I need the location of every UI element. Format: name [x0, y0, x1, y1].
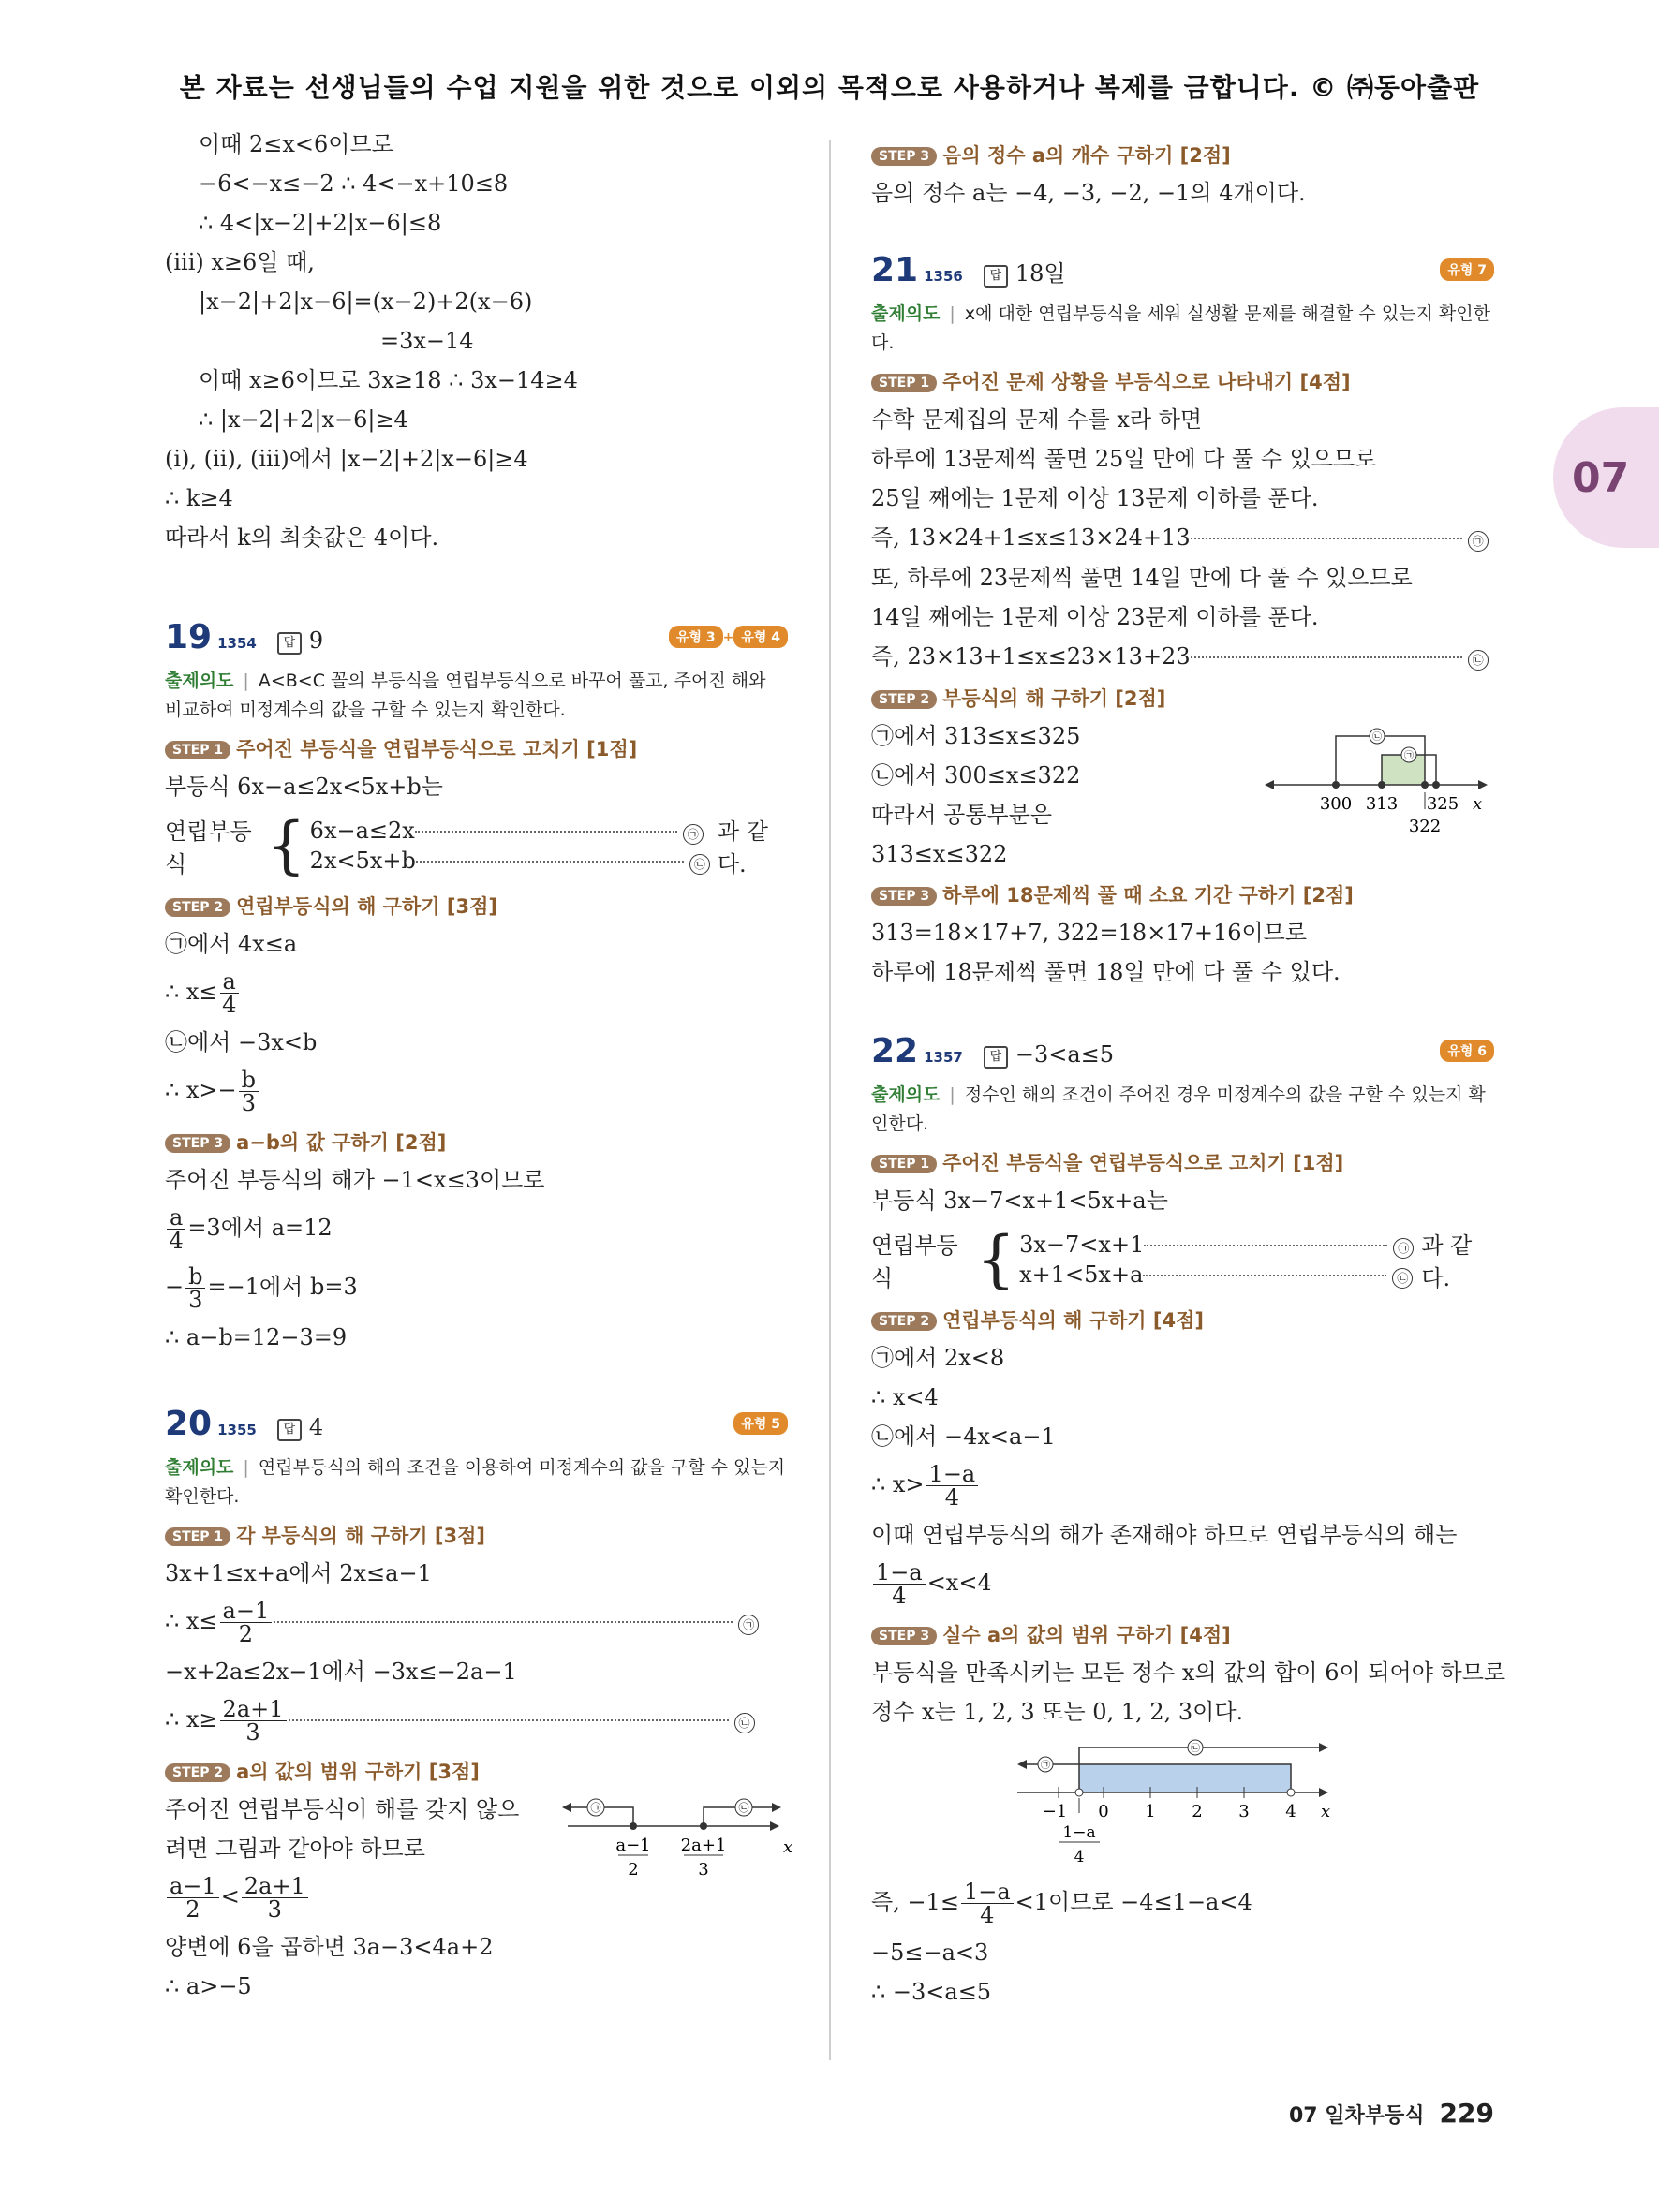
tick-label: 0 [1098, 1802, 1109, 1821]
question-number: 22 [871, 1032, 919, 1070]
question-code: 1356 [924, 268, 963, 285]
marker: ㉠ [590, 1802, 601, 1814]
marker: ㉡ [1468, 650, 1489, 671]
marker: ㉡ [689, 854, 710, 875]
marker: ㉡ [1392, 1268, 1413, 1289]
text-line: 3x+1≤x+a에서 2x≤a−1 [165, 1560, 432, 1586]
step-title: 하루에 18문제씩 풀 때 소요 기간 구하기 [2점] [942, 884, 1354, 907]
system-tail: 과 같다. [1421, 1232, 1473, 1291]
answer-value: 4 [308, 1414, 324, 1440]
left-column [165, 131, 792, 2013]
page-footer [1289, 2098, 1494, 2129]
text-line: 주어진 부등식의 해가 −1<x≤3이므로 [165, 1167, 545, 1193]
system-of-inequalities [165, 809, 788, 881]
step-badge: STEP 1 [871, 374, 937, 392]
answer-value: −3<a≤5 [1015, 1041, 1115, 1068]
marker: ㉡ [738, 1802, 749, 1814]
question-code: 1357 [924, 1049, 963, 1066]
text-line: 따라서 공통부분은 [871, 802, 1053, 828]
fraction-line: $\frac{a-1}{2}$ < $\frac{2a+1}{3}$ [165, 1875, 788, 1921]
step-badge: STEP 1 [165, 741, 230, 759]
type-badge: 유형 7 [1440, 258, 1494, 281]
text-line: 313=18×17+7, 322=18×17+16이므로 [871, 920, 1308, 946]
fraction-line: $\frac{a}{4}$ =3에서 a=12 [165, 1206, 788, 1252]
text-line: ㉠에서 2x<8 [871, 1345, 1005, 1371]
text-line: ∴ −3<a≤5 [871, 1979, 992, 2005]
text-line: ㉡에서 −4x<a−1 [871, 1423, 1056, 1450]
tick-label: 3 [1238, 1802, 1250, 1821]
tick-label: 2a+1 [680, 1836, 727, 1855]
marker: ㉡ [1191, 1744, 1200, 1754]
question-number: 20 [165, 1405, 213, 1443]
separator: | [949, 1084, 955, 1105]
text-line: 려면 그림과 같아야 하므로 [165, 1836, 425, 1862]
text-line: ∴ x<4 [871, 1384, 939, 1410]
intent-label: 출제의도 [871, 303, 941, 324]
answer-value: 18일 [1015, 260, 1066, 287]
question-19 [165, 618, 788, 1350]
page-number: 229 [1439, 2098, 1494, 2129]
text-line: ㉡에서 300≤x≤322 [871, 762, 1081, 789]
system-row: 2x<5x+b [309, 848, 416, 874]
fraction-line: ∴ x>− $\frac{b}{3}$ [165, 1069, 788, 1114]
right-column [871, 131, 1506, 2018]
tick-label: 2 [628, 1860, 639, 1880]
type-badge: 유형 5 [733, 1412, 788, 1435]
text-line: |x−2|+2|x−6|=(x−2)+2(x−6) [199, 288, 533, 315]
intent-text: 연립부등식의 해의 조건을 이용하여 미정계수의 값을 구할 수 있는지 확인한다. [165, 1457, 786, 1507]
step-badge: STEP 2 [165, 898, 230, 917]
marker: ㉠ [1393, 1238, 1414, 1259]
tick-label: 3 [698, 1860, 709, 1880]
intent-label: 출제의도 [165, 671, 234, 691]
text-line: −x+2a≤2x−1에서 −3x≤−2a−1 [165, 1659, 517, 1685]
text-line: 부등식 6x−a≤2x<5x+b는 [165, 774, 443, 800]
text-line: 하루에 18문제씩 풀면 18일 만에 다 풀 수 있다. [871, 959, 1341, 985]
brace: { [976, 1223, 1016, 1295]
step-title: 부등식의 해 구하기 [2점] [942, 687, 1166, 710]
marker: ㉠ [1404, 751, 1414, 761]
number-line-figure [558, 1789, 792, 1892]
answer-icon: 답 [277, 632, 302, 655]
question-20 [165, 1405, 792, 1999]
step-title: a−b의 값 구하기 [2점] [236, 1131, 447, 1154]
question-21 [871, 251, 1494, 985]
step-title: 주어진 부등식을 연립부등식으로 고치기 [1점] [236, 738, 638, 760]
answer-icon: 답 [984, 265, 1008, 288]
number-line-figure [1012, 1738, 1349, 1869]
chapter-tab-label: 07 [1572, 454, 1630, 502]
text-line: 14일 째에는 1문제 이상 23문제 이하를 푼다. [871, 604, 1319, 630]
fraction-line: − $\frac{b}{3}$ =−1에서 b=3 [165, 1263, 358, 1313]
fraction-line: $\frac{1-a}{4}$ <x<4 [871, 1561, 1494, 1607]
step-title: 주어진 부등식을 연립부등식으로 고치기 [1점] [942, 1152, 1344, 1174]
tick-label: 300 [1319, 794, 1353, 814]
intent-text: A<B<C 꼴의 부등식을 연립부등식으로 바꾸어 풀고, 주어진 해와 비교하여 미정계수의 값을 구할 수 있는지 확인한다. [165, 671, 766, 720]
chapter-tab [1553, 407, 1659, 548]
text-line: ∴ |x−2|+2|x−6|≥4 [199, 406, 408, 433]
text-line: 주어진 연립부등식이 해를 갖지 않으 [165, 1796, 520, 1822]
marker: ㉡ [1372, 732, 1382, 743]
text-line: 부등식 3x−7<x+1<5x+a는 [871, 1187, 1168, 1214]
chapter-title: 07 일차부등식 [1289, 2104, 1425, 2128]
marker: ㉠ [683, 824, 704, 845]
step-badge: STEP 3 [871, 887, 937, 906]
text-line: 25일 째에는 1문제 이상 13문제 이하를 푼다. [871, 485, 1319, 511]
step-badge: STEP 2 [165, 1763, 230, 1782]
brace: { [266, 809, 306, 881]
tick-label: 313 [1365, 794, 1399, 814]
axis-label: x [1321, 1802, 1331, 1821]
question-number: 19 [165, 618, 213, 656]
step-title: 음의 정수 a의 개수 구하기 [2점] [942, 144, 1231, 167]
intent-text: 정수인 해의 조건이 주어진 경우 미정계수의 값을 구할 수 있는지 확인한다. [871, 1084, 1486, 1134]
intent-text: x에 대한 연립부등식을 세워 실생활 문제를 해결할 수 있는지 확인한다. [871, 303, 1490, 353]
tick-label: −1 [1042, 1802, 1068, 1821]
text-line: ∴ k≥4 [165, 485, 233, 511]
system-label: 연립부등식 [165, 818, 252, 877]
step-title: 연립부등식의 해 구하기 [3점] [236, 895, 497, 918]
text-line: 부등식을 만족시키는 모든 정수 x의 값의 합이 6이 되어야 하므로 [871, 1659, 1506, 1686]
type-badge: 유형 3 [669, 626, 723, 648]
system-label: 연립부등식 [871, 1232, 958, 1291]
question-number: 21 [871, 251, 919, 289]
tick-label: 1−a [1062, 1823, 1096, 1842]
text-line: (i), (ii), (iii)에서 |x−2|+2|x−6|≥4 [165, 446, 528, 472]
system-of-inequalities [871, 1223, 1494, 1295]
step-badge: STEP 2 [871, 1312, 937, 1331]
marker: ㉠ [738, 1615, 759, 1635]
text-line: ㉡에서 −3x<b [165, 1029, 318, 1055]
text-line: (iii) x≥6일 때, [165, 249, 315, 275]
question-code: 1355 [217, 1422, 257, 1438]
step-title: 각 부등식의 해 구하기 [3점] [236, 1525, 485, 1547]
separator: | [243, 1457, 249, 1478]
step-badge: STEP 3 [871, 147, 937, 166]
text-line: =3x−14 [380, 328, 474, 354]
fraction-line: 즉, −1≤ $\frac{1-a}{4}$ <1이므로 −4≤1−a<4 [871, 1879, 1252, 1928]
type-badge: 유형 6 [1440, 1040, 1494, 1062]
text-line: 수학 문제집의 문제 수를 x라 하면 [871, 406, 1203, 433]
fraction-line: ∴ x≤ $\frac{a}{4}$ [165, 970, 788, 1016]
text-line: 이때 연립부등식의 해가 존재해야 하므로 연립부등식의 해는 [871, 1522, 1458, 1548]
step-badge: STEP 3 [871, 1627, 937, 1645]
intent-label: 출제의도 [165, 1457, 234, 1478]
tick-label: 322 [1408, 817, 1442, 836]
tick-label: 1 [1145, 1802, 1156, 1821]
step-badge: STEP 1 [871, 1155, 937, 1173]
text-line: 양변에 6을 곱하면 3a−3<4a+2 [165, 1934, 494, 1960]
plus-sign: + [722, 630, 734, 645]
text-line: 정수 x는 1, 2, 3 또는 0, 1, 2, 3이다. [871, 1699, 1244, 1725]
fraction-line: ∴ x≥ $\frac{2a+1}{3}$ ㉡ [165, 1698, 788, 1744]
answer-value: 9 [308, 627, 324, 654]
axis-label: x [1473, 794, 1483, 814]
type-badge: 유형 4 [733, 626, 788, 648]
number-line-figure [1265, 719, 1494, 850]
system-row: 3x−7<x+1 [1019, 1231, 1145, 1258]
tick-label: 4 [1074, 1848, 1085, 1866]
text-line: 음의 정수 a는 −4, −3, −2, −1의 4개이다. [871, 180, 1306, 206]
answer-icon: 답 [984, 1046, 1008, 1069]
text-line: 313≤x≤322 [871, 841, 1008, 867]
text-line: ∴ 4<|x−2|+2|x−6|≤8 [199, 210, 442, 236]
text-line: 따라서 k의 최솟값은 4이다. [165, 524, 439, 551]
marker: ㉡ [734, 1713, 755, 1733]
step-title: a의 값의 범위 구하기 [3점] [236, 1761, 480, 1783]
text-line: ∴ a>−5 [165, 1973, 252, 1999]
intent-label: 출제의도 [871, 1084, 941, 1105]
step-title: 연립부등식의 해 구하기 [4점] [942, 1309, 1204, 1332]
text-line: ∴ a−b=12−3=9 [165, 1324, 348, 1350]
step-title: 실수 a의 값의 범위 구하기 [4점] [942, 1624, 1231, 1646]
text-line: 이때 x≥6이므로 3x≥18 ∴ 3x−14≥4 [199, 367, 578, 393]
step-badge: STEP 2 [871, 690, 937, 709]
axis-label: x [783, 1837, 792, 1857]
text-line: −6<−x≤−2 ∴ 4<−x+10≤8 [199, 170, 509, 197]
tick-label: 4 [1285, 1802, 1296, 1821]
tick-label: a−1 [615, 1836, 651, 1855]
tick-label: 2 [1192, 1802, 1203, 1821]
marker: ㉠ [1041, 1761, 1050, 1771]
step-title: 주어진 문제 상황을 부등식으로 나타내기 [4점] [942, 371, 1351, 393]
system-tail: 과 같다. [717, 818, 768, 877]
marker: ㉠ [1468, 531, 1489, 552]
step-badge: STEP 3 [165, 1134, 230, 1153]
copyright-notice: 본 자료는 선생님들의 수업 지원을 위한 것으로 이외의 목적으로 사용하거나 복제를 금합니다. © ㈜동아출판 [179, 72, 1480, 103]
fraction-line: ∴ x≤ $\frac{a-1}{2}$ ㉠ [165, 1600, 788, 1645]
system-row: 6x−a≤2x [309, 818, 415, 844]
system-row: x+1<5x+a [1019, 1261, 1144, 1288]
step-badge: STEP 1 [165, 1527, 230, 1546]
tick-label: 325 [1426, 794, 1459, 814]
text-line: 이때 2≤x<6이므로 [199, 131, 393, 157]
fraction-line: ∴ x> $\frac{1-a}{4}$ [871, 1463, 1494, 1509]
question-code: 1354 [217, 635, 257, 652]
separator: | [243, 671, 249, 691]
text-line: −5≤−a<3 [871, 1939, 989, 1966]
text-line: 하루에 13문제씩 풀면 25일 만에 다 풀 수 있으므로 [871, 446, 1377, 472]
column-divider [829, 140, 831, 2060]
text-line: 즉, 23×13+1≤x≤23×13+23 ㉡ [871, 643, 1494, 671]
separator: | [949, 303, 955, 324]
text-line: ㉠에서 4x≤a [165, 931, 298, 957]
text-line: ㉠에서 313≤x≤325 [871, 723, 1081, 749]
answer-icon: 답 [277, 1419, 302, 1441]
question-22 [871, 1032, 1506, 2005]
text-line: 즉, 13×24+1≤x≤13×24+13 ㉠ [871, 524, 1494, 552]
text-line: 또, 하루에 23문제씩 풀면 14일 만에 다 풀 수 있으므로 [871, 565, 1413, 591]
